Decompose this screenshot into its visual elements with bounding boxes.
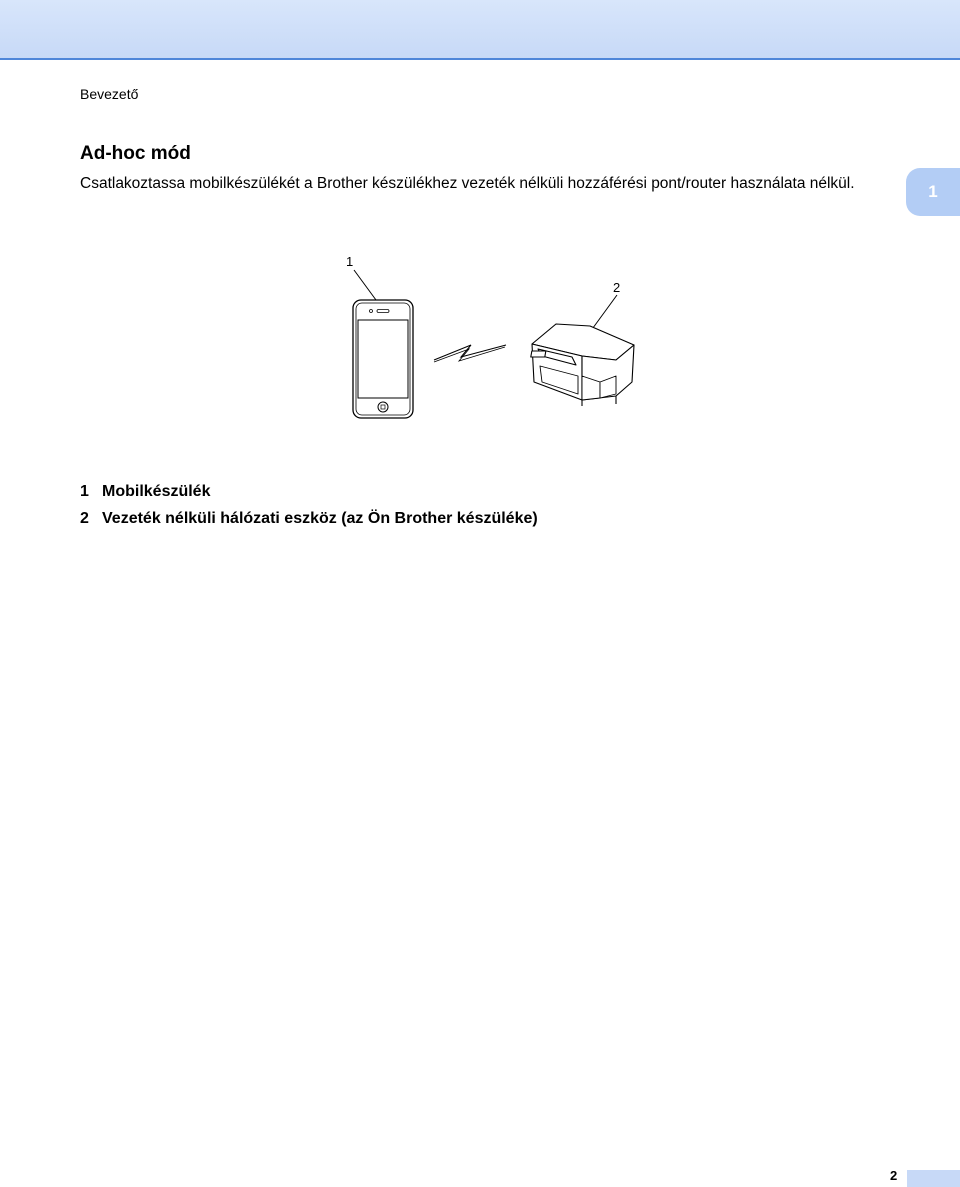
callout-phone-number: 1 (346, 254, 354, 269)
footer-bar (907, 1170, 960, 1187)
diagram-svg (320, 248, 660, 428)
smartphone-icon (353, 300, 413, 418)
chapter-tab-label: 1 (928, 182, 938, 201)
legend-item (80, 505, 538, 532)
intro-paragraph: Csatlakoztassa mobilkészülékét a Brother készülékhez vezeték nélküli hozzáférési pont/router használata nélkül. (80, 175, 855, 192)
callout-printer-number: 2 (613, 280, 621, 295)
section-title: Ad-hoc mód (80, 143, 191, 164)
page-number: 2 (890, 1168, 898, 1183)
legend-item-number: 2 (80, 510, 89, 527)
legend-item-text: Mobilkészülék (102, 483, 211, 500)
legend-item-text: Vezeték nélküli hálózati eszköz (az Ön Brother készüléke) (102, 510, 538, 527)
adhoc-diagram (320, 248, 660, 428)
callout-printer-line (590, 295, 617, 332)
callout-phone-line (354, 270, 376, 300)
printer-icon (531, 324, 634, 406)
legend-item-number: 1 (80, 483, 89, 500)
wireless-signal-icon (434, 345, 506, 362)
chapter-tab (906, 168, 960, 216)
legend-item (80, 478, 538, 505)
running-head: Bevezető (80, 86, 139, 102)
header-band (0, 0, 960, 60)
figure-legend (80, 478, 538, 532)
